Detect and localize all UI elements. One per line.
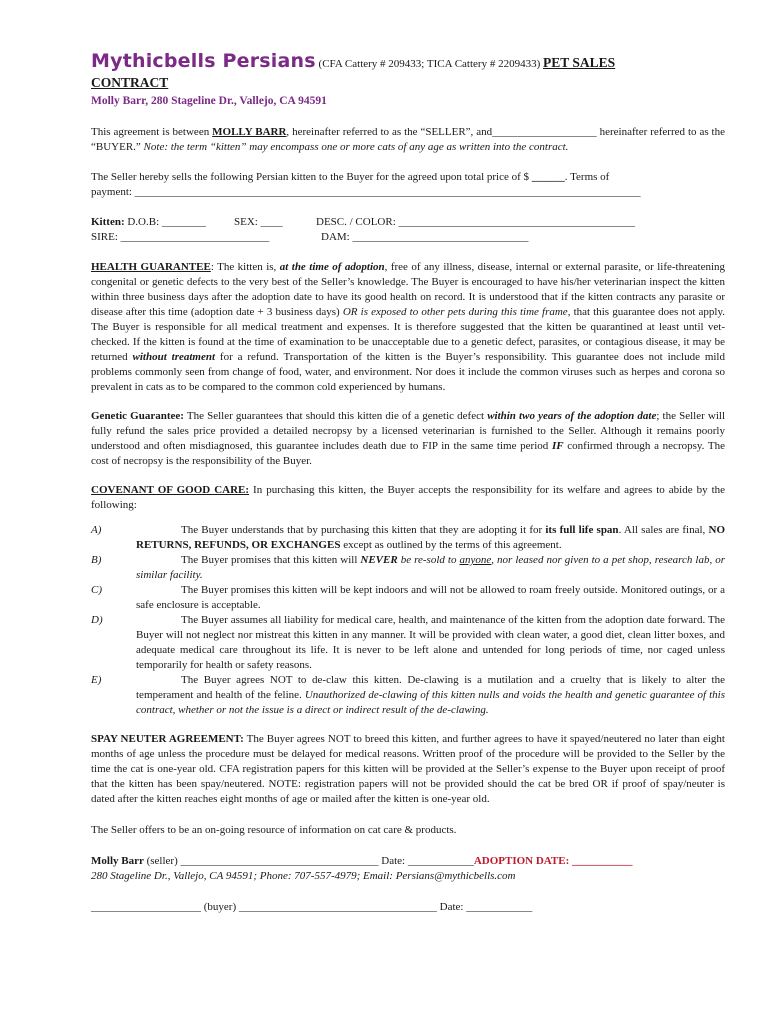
sex-field: SEX: ____ [234,216,283,228]
spay-neuter-agreement: SPAY NEUTER AGREEMENT: The Buyer agrees NOT to breed this kitten, and further agrees to have it spayed/neutered no later than eight months of age unless the procedure must be delayed for medical reasons. Written proof of the procedure will be provided to the Seller by the time the cat is one-year old. CFA registration papers for this kitten will be provided at the Seller’s expense to the Buyer upon receipt of proof that the kitten has been spay/neutered. NOTE: registration papers will not be provided should the cat be bred OR if proof of spay/neuter is dated after the kitten reaches eight months of age or mailed after the kitten is one-year old. [91,733,725,805]
covenant-heading: COVENANT OF GOOD CARE: [91,484,250,496]
seller-signature: Molly Barr (seller) ____________________________________ Date: ____________ADOPTION DATE: ___________ 280 Stageline Dr., Vallejo, CA 94591; Phone: 707-557-4979; Email: Persians@mythicbells.com [91,854,725,884]
header [91,50,725,75]
dob-field: D.O.B: ________ [127,216,206,228]
cattery-registrations: (CFA Cattery # 209433; TICA Cattery # 2209433) [318,58,541,70]
adoption-date-field: ADOPTION DATE: ___________ [473,855,633,867]
list-item: A) The Buyer understands that by purchasing this kitten that they are adopting it for its full life span. All sales are final, NO RETURNS, REFUNDS, OR EXCHANGES except as outlined by the terms of this agreement. [91,524,725,551]
contract-page [91,50,725,915]
spay-heading: SPAY NEUTER AGREEMENT: [91,733,244,745]
kitten-note: Note: the term “kitten” may encompass one or more cats of any age as written into the contract. [143,141,569,153]
list-item: E) The Buyer agrees NOT to de-claw this kitten. De-clawing is a mutilation and a cruelty that is likely to alter the temperament and health of the feline. Unauthorized de-clawing of this kitten nulls and voids the health and genetic guarantee of this contract, whether or not the issue is a direct or indirect result of the de-clawing. [91,674,726,716]
brand-name: Mythicbells Persians [91,50,316,72]
health-guarantee: HEALTH GUARANTEE: The kitten is, at the time of adoption, free of any illness, disease, internal or external parasite, or life-threatening congenital or genetic defects to the very best of the Seller’s knowledge. The Buyer is encouraged to have his/her veterinarian inspect the kitten within three business days after the adoption date to have its good health on record. It is understood that if the kitten contracts any parasite or disease after this time (adoption date + 3 business days) OR is exposed to other pets during this time frame, that this guarantee does not apply. The Buyer is responsible for all medical treatment and expenses. It is therefore suggested that the kitten be quarantined at least until vet-checked. If the kitten is found at the time of examination to be unacceptable due to a genetic defect, parasites, or contagious disease, it may be returned without treatment for a refund. Transportation of the kitten is the Buyer’s responsibility. This guarantee does not include mild problems commonly seen from change of food, water, and environment. Nor does it include the common viruses such as herpes and corona so prevalent in cats as to be compared to the common cold experienced by humans. [91,261,726,393]
seller-signature-name: Molly Barr [91,855,144,867]
seller-contact: 280 Stageline Dr., Vallejo, CA 94591; Phone: 707-557-4979; Email: Persians@mythicbells.com [91,870,516,882]
list-item: B) The Buyer promises that this kitten will NEVER be re-sold to anyone, nor leased nor given to a pet shop, research lab, or similar facility. [91,554,726,581]
resource-note: The Seller offers to be an on-going resource of information on cat care & products. [91,824,457,836]
list-item: C) The Buyer promises this kitten will be kept indoors and will not be allowed to roam freely outside. Monitored outings, or a safe enclosure is acceptable. [91,584,725,611]
kitten-details [91,215,725,245]
payment-terms-line: payment: ____________________________________________________________________________________________ [91,186,641,198]
price-blank: ______ [531,171,565,183]
covenant-of-care: COVENANT OF GOOD CARE: In purchasing this kitten, the Buyer accepts the responsibility for its welfare and agrees to abide by the following: [91,484,726,511]
kitten-label: Kitten: [91,216,125,228]
covenant-list [91,523,725,718]
document-title-continued: CONTRACT [91,75,169,90]
buyer-signature: ____________________ (buyer) ____________________________________ Date: ____________ [91,901,533,913]
intro-paragraph: This agreement is between MOLLY BARR, hereinafter referred to as the “SELLER”, and___________________ hereinafter referred to as the “BUYER.” Note: the term “kitten” may encompass one or more cats of any age as written into the contract. [91,126,725,153]
sire-field: SIRE: ___________________________ [91,231,270,243]
price-paragraph: The Seller hereby sells the following Persian kitten to the Buyer for the agreed upon total price of $ ______. Terms of payment: ____________________________________________________________________________________________ [91,170,725,200]
list-item: D) The Buyer assumes all liability for medical care, health, and maintenance of the kitten from the adoption date forward. The Buyer will not neglect nor mistreat this kitten in any manner. It will be provided with clean water, a good diet, clean litter boxes, and adequate medical care throughout its life. It is never to be left alone and untended for long periods of time, nor caged unless temporarily for health or safety reasons. [91,614,725,671]
genetic-heading: Genetic Guarantee: [91,410,184,422]
desc-color-field: DESC. / COLOR: ___________________________________________ [316,216,636,228]
document-title: PET SALES [543,55,616,70]
dam-field: DAM: ________________________________ [321,231,529,243]
genetic-guarantee: Genetic Guarantee: The Seller guarantees that should this kitten die of a genetic defect within two years of the adoption date; the Seller will fully refund the sales price provided a detailed necropsy by a licensed veterinarian is furnished to the Seller. Although it remains poorly understood and often misdiagnosed, this guarantee includes death due to FIP in the same time period IF confirmed through a necropsy. The cost of necropsy is the responsibility of the Buyer. [91,410,726,467]
seller-address: Molly Barr, 280 Stageline Dr., Vallejo, CA 94591 [91,95,327,107]
health-heading: HEALTH GUARANTEE [91,261,211,273]
seller-name: MOLLY BARR [212,126,287,138]
